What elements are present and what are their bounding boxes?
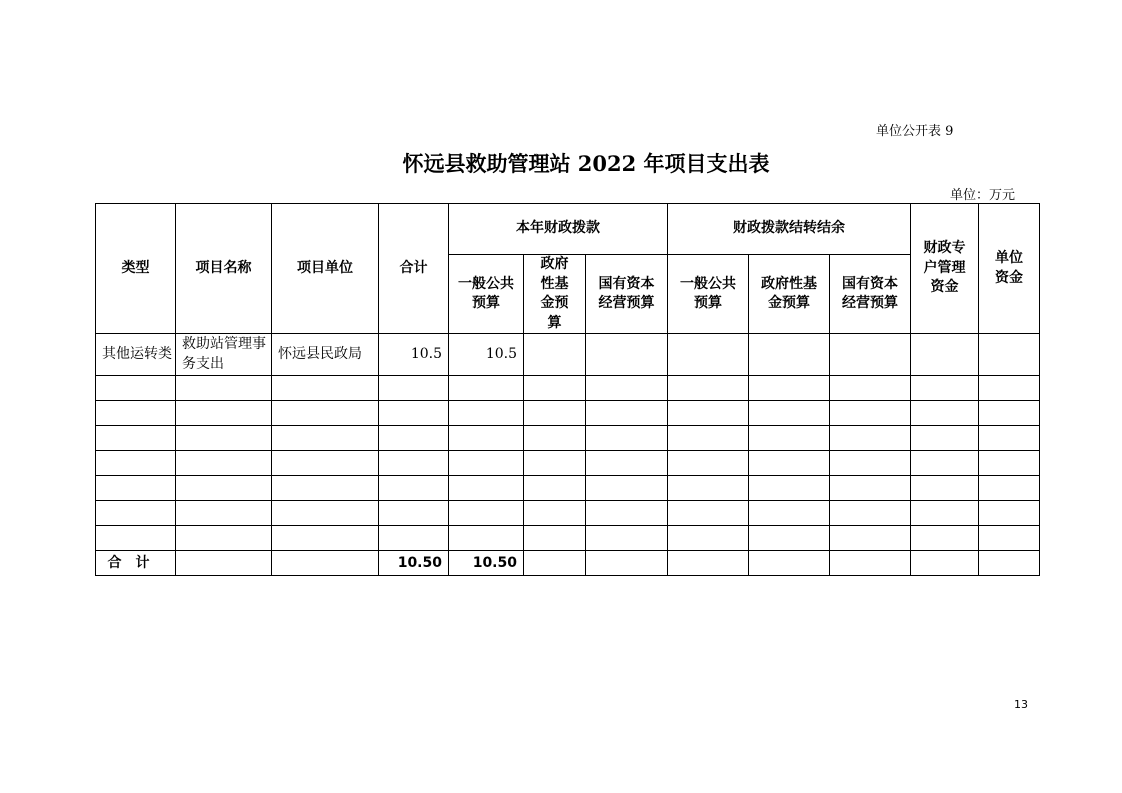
- cell-cur-gov-fund: [524, 334, 586, 376]
- header-total: 合计: [379, 204, 449, 334]
- empty-row: [96, 476, 1040, 501]
- cell-co-general: [668, 334, 749, 376]
- totals-row: [96, 551, 1040, 576]
- header-project-unit: 项目单位: [272, 204, 379, 334]
- header-type: 类型: [96, 204, 176, 334]
- unit-label: 单位：万元: [950, 188, 1016, 203]
- header-cur-state-capital-budget: 国有资本经营预算: [586, 255, 668, 334]
- empty-row: [96, 426, 1040, 451]
- page-title: 怀远县救助管理站 2022 年项目支出表: [402, 151, 770, 176]
- header-co-state-capital-budget: 国有资本经营预算: [830, 255, 911, 334]
- page-number: 13: [1014, 698, 1028, 711]
- empty-row: [96, 451, 1040, 476]
- table-number: 单位公开表 9: [876, 124, 954, 139]
- cell-co-state: [830, 334, 911, 376]
- header-cur-general-budget: 一般公共预算: [449, 255, 524, 334]
- empty-row: [96, 501, 1040, 526]
- header-special-account-funds: 财政专户管理资金: [911, 204, 979, 334]
- project-expenditure-table: [95, 203, 1040, 576]
- cell-special: [911, 334, 979, 376]
- empty-row: [96, 376, 1040, 401]
- cell-type: 其他运转类: [96, 334, 176, 376]
- table-row: [96, 334, 1040, 376]
- cell-project-name: 救助站管理事务支出: [176, 334, 272, 376]
- cell-total: 10.5: [379, 334, 449, 376]
- totals-label: 合计: [96, 551, 176, 576]
- empty-row: [96, 401, 1040, 426]
- cell-unit-funds: [979, 334, 1040, 376]
- cell-co-gov-fund: [749, 334, 830, 376]
- cell-project-unit: 怀远县民政局: [272, 334, 379, 376]
- totals-cur-general: 10.50: [449, 551, 524, 576]
- totals-total: 10.50: [379, 551, 449, 576]
- empty-row: [96, 526, 1040, 551]
- header-carryover: 财政拨款结转结余: [668, 204, 911, 255]
- header-cur-gov-fund-budget: 政府性基金预算: [524, 255, 586, 334]
- cell-cur-state: [586, 334, 668, 376]
- header-current-year-allocation: 本年财政拨款: [449, 204, 668, 255]
- header-unit-funds: 单位资金: [979, 204, 1040, 334]
- header-project-name: 项目名称: [176, 204, 272, 334]
- header-co-general-budget: 一般公共预算: [668, 255, 749, 334]
- header-co-gov-fund-budget: 政府性基金预算: [749, 255, 830, 334]
- cell-cur-general: 10.5: [449, 334, 524, 376]
